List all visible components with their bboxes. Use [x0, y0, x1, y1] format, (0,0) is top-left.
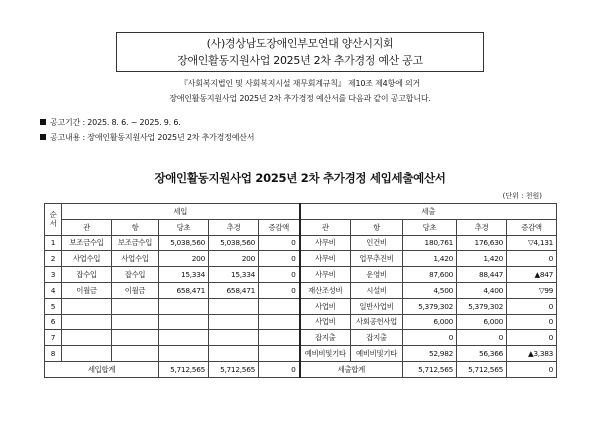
- expense-change-cell: ▲847: [507, 267, 557, 283]
- revenue-total-change: 0: [259, 361, 300, 377]
- revenue-total-supplement: 5,712,565: [209, 361, 259, 377]
- notice-content: [40, 132, 254, 143]
- col-expense-change: 증감액: [507, 219, 557, 235]
- expense-total-label: 세출합계: [300, 361, 403, 377]
- revenue-original-cell: 658,471: [159, 282, 209, 298]
- revenue-gwan-cell: [62, 314, 112, 330]
- expense-supplement-cell: 176,630: [457, 235, 507, 251]
- col-revenue-gwan: 관: [62, 219, 112, 235]
- table-row: [45, 267, 557, 283]
- revenue-change-cell: [259, 298, 300, 314]
- revenue-original-cell: [159, 330, 209, 346]
- row-number: 7: [45, 330, 62, 346]
- expense-hang-cell: 업무추진비: [351, 251, 403, 267]
- col-expense-hang: 항: [351, 219, 403, 235]
- revenue-gwan-cell: [62, 346, 112, 362]
- expense-gwan-cell: 사업비: [300, 314, 351, 330]
- expense-original-cell: 87,600: [403, 267, 457, 283]
- expense-total-supplement: 5,712,565: [457, 361, 507, 377]
- table-row: [45, 346, 557, 362]
- expense-change-cell: 0: [507, 314, 557, 330]
- revenue-supplement-cell: [209, 314, 259, 330]
- intro-line-2: 장애인활동지원사업 2025년 2차 추가경정 예산서를 다음과 같이 공고합니다.: [169, 94, 431, 103]
- revenue-original-cell: 5,038,560: [159, 235, 209, 251]
- expense-supplement-cell: 56,366: [457, 346, 507, 362]
- revenue-hang-cell: [112, 346, 159, 362]
- expense-gwan-cell: 사무비: [300, 251, 351, 267]
- budget-document-title: 장애인활동지원사업 2025년 2차 추가경정 세입세출예산서: [154, 171, 446, 185]
- expense-original-cell: 4,500: [403, 282, 457, 298]
- revenue-hang-cell: [112, 314, 159, 330]
- expense-total-change: 0: [507, 361, 557, 377]
- table-row: [45, 330, 557, 346]
- row-number: 5: [45, 298, 62, 314]
- table-header-row-2: [45, 219, 557, 235]
- revenue-original-cell: 200: [159, 251, 209, 267]
- revenue-hang-cell: 보조금수입: [112, 235, 159, 251]
- revenue-total-label: 세입합계: [45, 361, 159, 377]
- revenue-change-cell: 0: [259, 235, 300, 251]
- expense-original-cell: 0: [403, 330, 457, 346]
- col-expense-supplement: 추경: [457, 219, 507, 235]
- expense-gwan-cell: 사업비: [300, 298, 351, 314]
- revenue-change-cell: 0: [259, 251, 300, 267]
- revenue-change-cell: [259, 330, 300, 346]
- notice-title: 장애인활동지원사업 2025년 2차 추가경정 예산 공고: [177, 54, 423, 67]
- revenue-gwan-cell: [62, 330, 112, 346]
- revenue-supplement-cell: 5,038,560: [209, 235, 259, 251]
- col-revenue-change: 증감액: [259, 219, 300, 235]
- revenue-supplement-cell: [209, 298, 259, 314]
- revenue-original-cell: [159, 314, 209, 330]
- revenue-original-cell: 15,334: [159, 267, 209, 283]
- col-expense-original: 당초: [403, 219, 457, 235]
- expense-change-cell: 0: [507, 251, 557, 267]
- col-revenue-original: 당초: [159, 219, 209, 235]
- notice-period-text: 공고기간 : 2025. 8. 6. ~ 2025. 9. 6.: [50, 118, 181, 127]
- expense-change-cell: 0: [507, 298, 557, 314]
- revenue-hang-cell: 이월금: [112, 282, 159, 298]
- expense-gwan-cell: 사무비: [300, 235, 351, 251]
- expense-gwan-cell: 사무비: [300, 267, 351, 283]
- revenue-gwan-cell: [62, 298, 112, 314]
- revenue-original-cell: [159, 346, 209, 362]
- row-number: 1: [45, 235, 62, 251]
- expense-supplement-cell: 6,000: [457, 314, 507, 330]
- col-revenue-supplement: 추경: [209, 219, 259, 235]
- expense-original-cell: 6,000: [403, 314, 457, 330]
- revenue-hang-cell: [112, 298, 159, 314]
- expense-hang-cell: 인건비: [351, 235, 403, 251]
- expense-gwan-cell: 예비비및기타: [300, 346, 351, 362]
- expense-total-original: 5,712,565: [403, 361, 457, 377]
- revenue-supplement-cell: [209, 330, 259, 346]
- expense-hang-cell: 예비비및기타: [351, 346, 403, 362]
- expense-hang-cell: 사회공헌사업: [351, 314, 403, 330]
- revenue-supplement-cell: 200: [209, 251, 259, 267]
- row-number: 8: [45, 346, 62, 362]
- col-expense-gwan: 관: [300, 219, 351, 235]
- expense-change-cell: ▽4,131: [507, 235, 557, 251]
- expense-original-cell: 52,982: [403, 346, 457, 362]
- expense-supplement-cell: 5,379,302: [457, 298, 507, 314]
- expense-change-cell: ▽99: [507, 282, 557, 298]
- expense-original-cell: 1,420: [403, 251, 457, 267]
- expense-hang-cell: 일반사업비: [351, 298, 403, 314]
- revenue-supplement-cell: 15,334: [209, 267, 259, 283]
- notice-content-text: 공고내용 : 장애인활동지원사업 2025년 2차 추가경정예산서: [50, 133, 255, 142]
- revenue-gwan-cell: 사업수입: [62, 251, 112, 267]
- intro-line-1: 『사회복지법인 및 사회복지시설 재무회계규칙』 제10조 제4항에 의거: [179, 79, 421, 88]
- row-number: 2: [45, 251, 62, 267]
- expense-hang-cell: 운영비: [351, 267, 403, 283]
- expense-hang-cell: 잡지출: [351, 330, 403, 346]
- revenue-change-cell: 0: [259, 282, 300, 298]
- budget-table-body: [45, 235, 557, 361]
- col-revenue-hang: 항: [112, 219, 159, 235]
- revenue-change-cell: 0: [259, 267, 300, 283]
- revenue-gwan-cell: 보조금수입: [62, 235, 112, 251]
- expense-change-cell: ▲3,383: [507, 346, 557, 362]
- expense-gwan-cell: 재산조성비: [300, 282, 351, 298]
- expense-supplement-cell: 0: [457, 330, 507, 346]
- revenue-total-original: 5,712,565: [159, 361, 209, 377]
- revenue-change-cell: [259, 346, 300, 362]
- table-row: [45, 282, 557, 298]
- revenue-change-cell: [259, 314, 300, 330]
- revenue-hang-cell: [112, 330, 159, 346]
- expense-original-cell: 5,379,302: [403, 298, 457, 314]
- revenue-hang-cell: 사업수입: [112, 251, 159, 267]
- expense-change-cell: 0: [507, 330, 557, 346]
- notice-title-box: [116, 32, 484, 72]
- notice-period: [40, 117, 181, 128]
- row-number: 3: [45, 267, 62, 283]
- expense-gwan-cell: 잡지출: [300, 330, 351, 346]
- row-number: 4: [45, 282, 62, 298]
- revenue-gwan-cell: 잡수입: [62, 267, 112, 283]
- revenue-hang-cell: 잡수입: [112, 267, 159, 283]
- col-seq: 순 서: [45, 204, 62, 236]
- table-row: [45, 298, 557, 314]
- table-header-row-1: [45, 204, 557, 220]
- col-expense: 세출: [300, 204, 557, 220]
- expense-hang-cell: 시설비: [351, 282, 403, 298]
- unit-label: (단위 : 천원): [502, 192, 542, 200]
- expense-supplement-cell: 88,447: [457, 267, 507, 283]
- col-revenue: 세입: [62, 204, 300, 220]
- table-row: [45, 235, 557, 251]
- expense-original-cell: 180,761: [403, 235, 457, 251]
- revenue-gwan-cell: 이월금: [62, 282, 112, 298]
- table-row: [45, 314, 557, 330]
- revenue-supplement-cell: 658,471: [209, 282, 259, 298]
- org-name: (사)경상남도장애인부모연대 양산시지회: [206, 37, 394, 50]
- total-row: [45, 361, 557, 377]
- expense-supplement-cell: 4,400: [457, 282, 507, 298]
- table-row: [45, 251, 557, 267]
- row-number: 6: [45, 314, 62, 330]
- expense-supplement-cell: 1,420: [457, 251, 507, 267]
- revenue-original-cell: [159, 298, 209, 314]
- square-bullet-icon: [40, 134, 46, 140]
- square-bullet-icon: [40, 119, 46, 125]
- revenue-supplement-cell: [209, 346, 259, 362]
- budget-table: [44, 203, 557, 378]
